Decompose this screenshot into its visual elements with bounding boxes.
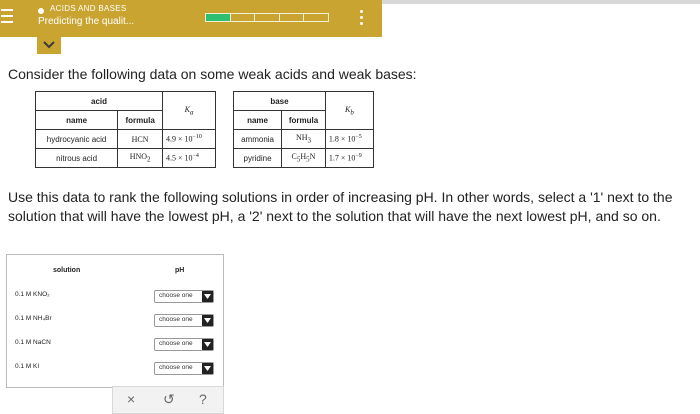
solution-label: 0.1 M NaCN (15, 339, 51, 346)
solution-label: 0.1 M KI (15, 363, 40, 370)
table-row (234, 130, 374, 149)
acid-formula: HCN (118, 130, 163, 149)
undo-icon[interactable]: ↺ (163, 391, 175, 407)
dropdown-arrow-icon[interactable] (202, 339, 213, 350)
table-row (36, 149, 216, 168)
clear-icon[interactable]: × (127, 391, 136, 407)
table-row (7, 355, 223, 379)
intro-text: Consider the following data on some weak acids and weak bases: (8, 66, 417, 82)
acid-name: nitrous acid (36, 149, 118, 168)
base-name: pyridine (234, 149, 282, 168)
ka-value: $4.9 \times 10^{-10}$ (163, 130, 216, 149)
ph-header: pH (175, 267, 185, 274)
kb-value: $1.8 \times 10^{-5}$ (325, 130, 373, 149)
acid-name: hydrocyanic acid (36, 130, 118, 149)
dropdown-arrow-icon[interactable] (202, 363, 213, 374)
answer-actions-bar (112, 386, 224, 414)
chevron-down-icon (43, 40, 55, 50)
base-name-header: name (234, 111, 282, 130)
base-formula: $C_5H_5N$ (282, 149, 326, 168)
progress-segment (280, 14, 305, 21)
table-row (7, 283, 223, 307)
select-value: choose one (159, 340, 193, 347)
ph-rank-select[interactable] (154, 314, 214, 327)
ph-rank-select[interactable] (154, 290, 214, 303)
answer-table (6, 254, 224, 388)
ph-rank-select[interactable] (154, 362, 214, 375)
table-row (7, 307, 223, 331)
select-value: choose one (159, 316, 193, 323)
select-value: choose one (159, 364, 193, 371)
progress-segment (304, 14, 328, 21)
ka-header: $K_a$ (163, 92, 216, 130)
kb-value: $1.7 \times 10^{-9}$ (325, 149, 373, 168)
more-options-icon[interactable] (360, 10, 364, 28)
acid-formula: $HNO_2$ (118, 149, 163, 168)
progress-segment (231, 14, 256, 21)
dropdown-arrow-icon[interactable] (202, 291, 213, 302)
hamburger-menu-icon[interactable] (1, 9, 13, 23)
progress-segment (206, 14, 231, 21)
header-strip (382, 0, 700, 4)
select-value: choose one (159, 292, 193, 299)
solution-header: solution (53, 267, 81, 274)
table-row (234, 149, 374, 168)
acid-table (35, 91, 216, 168)
solution-label: 0.1 M KNO₂ (15, 291, 50, 298)
base-name: ammonia (234, 130, 282, 149)
table-row (36, 130, 216, 149)
assignment-subtitle: Predicting the qualit... (38, 16, 135, 27)
ka-value: $4.5 \times 10^{-4}$ (163, 149, 216, 168)
header-bar (0, 0, 382, 37)
base-table (233, 91, 374, 168)
topic-title: ACIDS AND BASES (50, 4, 127, 13)
acid-name-header: name (36, 111, 118, 130)
question-text: Use this data to rank the following solutions in order of increasing pH. In other words, select a '1' next to the solution that will have the lowest pH, a '2' next to the solution that will have the next lowest pH, and so on. (8, 189, 673, 224)
solution-label: 0.1 M NH₄Br (15, 315, 52, 322)
progress-bar (205, 13, 329, 22)
progress-segment (255, 14, 280, 21)
help-icon[interactable]: ? (199, 391, 207, 407)
acid-formula-header: formula (118, 111, 163, 130)
collapse-tab[interactable] (37, 37, 61, 54)
kb-header: $K_b$ (325, 92, 373, 130)
ph-rank-select[interactable] (154, 338, 214, 351)
topic-bullet-icon (38, 8, 44, 14)
base-formula: $NH_3$ (282, 130, 326, 149)
dropdown-arrow-icon[interactable] (202, 315, 213, 326)
base-group-header: base (234, 92, 326, 111)
table-row (7, 331, 223, 355)
acid-group-header: acid (36, 92, 163, 111)
base-formula-header: formula (282, 111, 326, 130)
